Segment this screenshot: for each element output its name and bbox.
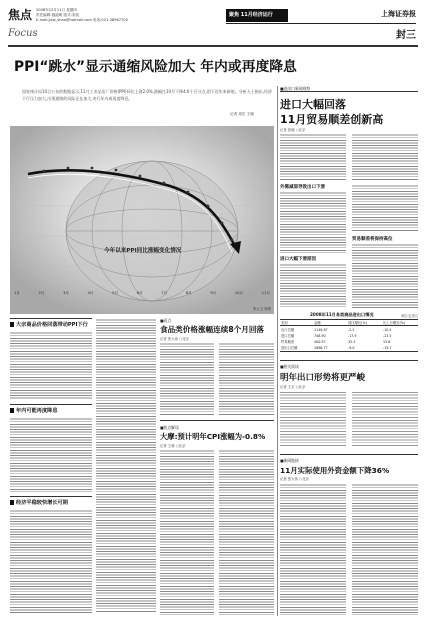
table-cell: 1898.77 [314, 346, 328, 350]
table-cell: -2.2 [348, 328, 355, 332]
table-cell: 进出口总额 [281, 346, 298, 350]
right-column [280, 86, 418, 356]
table-cell: 进口总额 [281, 334, 295, 338]
section-title: 经济平稳较快增长可期 [16, 499, 68, 506]
table-header-row [280, 319, 418, 326]
table-cell: 13.6 [383, 340, 391, 344]
table-cell: 400.97 [314, 340, 326, 344]
section-badge: 聚焦 11月经济运行 [226, 9, 288, 22]
body-text [160, 449, 214, 615]
pred-headline: 明年出口形势将更严峻 [280, 373, 366, 383]
table-title: 2008年11月各类商品进出口情况 [310, 312, 374, 317]
heading-marker [10, 322, 14, 327]
month-label: 6月 [136, 291, 143, 295]
fdi-box [280, 454, 418, 616]
month-label: 4月 [87, 291, 94, 295]
table-header-cell: 比上月增长(%) [383, 321, 406, 325]
body-text [352, 483, 418, 615]
focus-byline: 记者 王晓 ○北京 [160, 444, 186, 448]
right-byline: 记者 彭晓 ○北京 [280, 128, 306, 132]
section-title: 年内可能再度降息 [16, 407, 58, 414]
prediction-box [280, 360, 418, 450]
month-label: 11月 [261, 291, 270, 295]
table-cell: -15.7 [383, 346, 392, 350]
body-text [352, 243, 418, 309]
contact-line: E-mail:jjxw_shao@hotmail.com 电话:021-38967700 [36, 18, 128, 22]
body-text [280, 263, 346, 309]
table-cell: 748.90 [314, 334, 326, 338]
section-english: Focus [8, 28, 38, 39]
month-label: 10月 [234, 291, 244, 295]
section-title: 大宗商品价格回落带动PPI下行 [16, 321, 88, 328]
body-text [96, 318, 156, 613]
body-text [219, 449, 274, 615]
table-cell: 35.3 [348, 340, 356, 344]
section-heading [10, 318, 92, 328]
month-label: 3月 [63, 291, 69, 295]
date-line: 2008年12月11日 星期四 [36, 8, 77, 12]
lead-headline: PPI“跳水”显示通缩风险加大 年内或再度降息 [14, 59, 297, 75]
editor-line: 责任编辑:施福明 版式:宋凯 [36, 13, 80, 17]
ppi-chart-panel [10, 126, 274, 314]
brand: 上海证券报 [381, 9, 416, 18]
fdi-kicker: ■新闻链接 [280, 458, 299, 463]
body-text [219, 342, 274, 416]
heading-marker [10, 500, 14, 505]
month-label: 8月 [185, 291, 192, 295]
right-kicker-rule [280, 91, 418, 92]
table-unit: 单位:亿美元 [400, 314, 418, 318]
table-cell: 贸易顺差 [281, 340, 295, 344]
table-row [280, 345, 418, 352]
body-text [352, 133, 418, 181]
right-headline-2: 11月贸易顺差创新高 [280, 113, 384, 126]
body-text [280, 390, 346, 448]
table-header-cell: 同比增长(%) [348, 321, 367, 325]
fdi-headline: 11月实际使用外资金额下降36% [280, 466, 390, 475]
chart-credit: 张大卫 制图 [252, 307, 271, 311]
month-label: 9月 [210, 291, 217, 295]
section-heading [10, 496, 92, 506]
table-header-cell: 金额 [314, 321, 321, 325]
month-label: 2月 [38, 291, 45, 295]
table-cell: -23.5 [383, 334, 392, 338]
pred-byline: 记者 王宏 ○北京 [280, 385, 306, 389]
pred-kicker: ■相关阅读 [280, 364, 299, 369]
fdi-byline: 记者 张大伟 ○北京 [280, 477, 309, 481]
focus-box [160, 420, 274, 616]
body-text [352, 390, 418, 448]
table-cell: 出口总额 [281, 328, 295, 332]
table-cell: -9.0 [348, 346, 355, 350]
trade-table [280, 312, 418, 356]
page-number: 封三 [396, 30, 416, 41]
right-subhead-1: 外需减弱导致出口下滑 [280, 185, 325, 190]
chart-month-axis [14, 291, 270, 299]
section-heading [10, 404, 92, 414]
body-text [280, 483, 346, 615]
right-headline-1: 进口大幅回落 [280, 98, 346, 111]
right-kicker: ■进出口新闻观察 [280, 86, 311, 91]
focus-headline: 大摩:预计明年CPI涨幅为-0.8% [160, 432, 266, 441]
right-subhead-3: 贸易顺差将保持高位 [352, 237, 393, 242]
month-label: 1月 [14, 291, 20, 295]
mid-column [160, 318, 274, 418]
chart-illustration [10, 126, 274, 314]
focus-kicker: ■焦点解读 [160, 425, 179, 430]
month-label: 7月 [161, 291, 168, 295]
column-rule [277, 86, 278, 616]
lead-summary: 国家统计局10日公布的数据显示,11月工业品出厂价格(PPI)同比上涨2.0%,涨幅比10月下降4.6个百分点,创下近年来新低。分析人士指出,经济下行压力加大,出现通缩的风险正在加大,央行年内或再度降息。 [22, 89, 273, 101]
table-cell: -10.5 [383, 328, 392, 332]
heading-marker [10, 408, 14, 413]
table-header-cell: 类别 [281, 321, 288, 325]
body-text [280, 191, 346, 253]
badge-rule [226, 23, 416, 24]
lead-byline: 记者 周宏 王晓 [230, 112, 254, 116]
right-subhead-2: 进口大幅下滑原因 [280, 257, 316, 262]
left-column [10, 318, 92, 616]
masthead-rule [8, 45, 418, 47]
chart-title: 今年以来PPI同比涨幅变化情况 [104, 248, 182, 254]
masthead [8, 6, 418, 44]
mid-kicker: ■看点 [160, 318, 172, 323]
left-column-2 [96, 318, 156, 616]
paper-name: 焦点 [8, 8, 33, 22]
body-text [10, 417, 92, 492]
body-text [10, 509, 92, 613]
table-cell: -17.9 [348, 334, 357, 338]
body-text [280, 133, 346, 181]
table-cell: 1149.87 [314, 328, 328, 332]
body-text [352, 184, 418, 232]
mid-headline: 食品类价格涨幅连续8个月回落 [160, 325, 265, 334]
body-text [10, 331, 92, 400]
mid-byline: 记者 张大伟 ○北京 [160, 337, 189, 341]
body-text [160, 342, 214, 416]
month-label: 5月 [112, 291, 119, 295]
